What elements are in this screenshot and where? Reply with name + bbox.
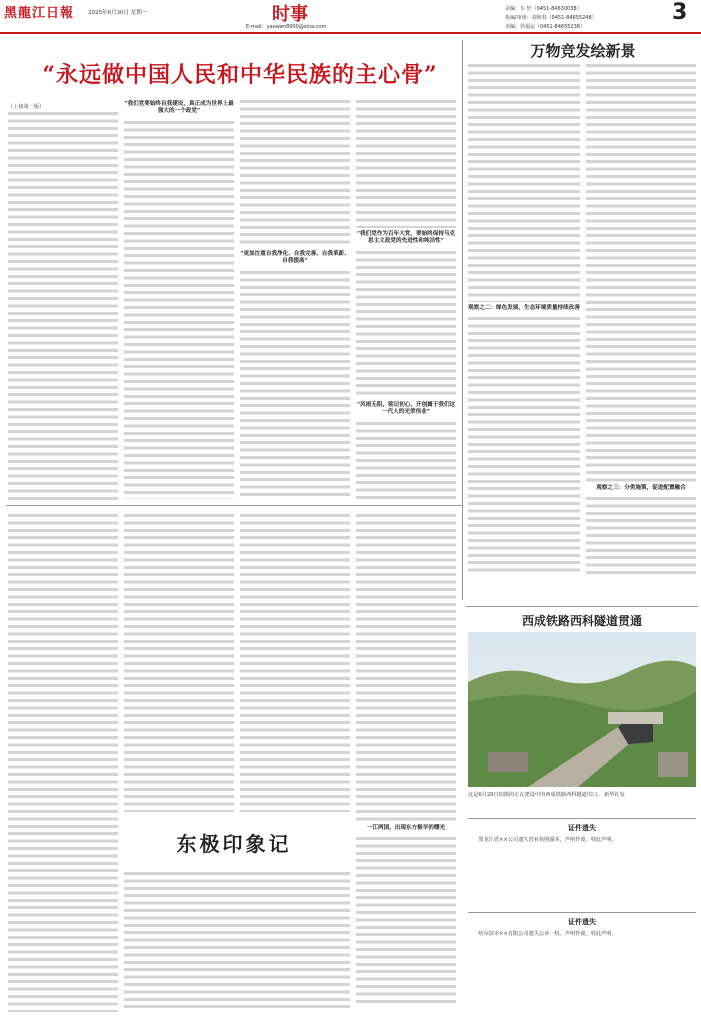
editor-line-1: 美编：车 轩（0451-84630038） (505, 6, 582, 12)
bottom-col-4 (124, 870, 350, 1012)
page-number: 3 (672, 0, 688, 25)
email-line: E-mail：yaowen8900@sina.com (246, 24, 327, 30)
divider-lead-side (462, 40, 463, 600)
lead-subhead-4: “风雨无阻，铭记初心，开创属于我们这一代人的光荣伟业” (356, 401, 456, 416)
side-col-1 (468, 62, 580, 582)
bottom-col-0 (8, 512, 118, 1012)
notice-1-title: 证件遗失 (568, 824, 596, 832)
photo-image (468, 632, 696, 787)
side-col-2 (586, 62, 696, 582)
lead-col-4 (356, 98, 456, 500)
masthead-rule (0, 32, 701, 34)
side-headline: 万物竞发绘新景 (530, 42, 636, 60)
side-subhead-2: 观察之三：分类施策，促进配置融合 (596, 485, 686, 491)
notice-1-text: 黑龙江省××公司遗失营业执照副本，声明作废。特此声明。 (478, 837, 617, 843)
bottom-top-rule (6, 505, 462, 506)
bottom-col-2 (240, 512, 350, 812)
bottom-col-3 (356, 512, 456, 1012)
side-subhead-1: 观察之二：绿色发展，生态环境质量持续改善 (468, 305, 580, 311)
masthead (0, 0, 701, 34)
lead-col-2 (124, 98, 234, 500)
newspaper-logo: 黑龍江日報 (4, 6, 75, 21)
lead-col-3 (240, 98, 350, 500)
photo-title: 西成铁路西科隧道贯通 (521, 614, 642, 628)
lead-col-1 (8, 110, 118, 500)
photo-top-rule (466, 606, 698, 607)
lead-headline: “永远做中国人民和中华民族的主心骨” (42, 62, 438, 88)
tunnel-photo-illustration (468, 632, 696, 787)
editor-line-3: 美编：侯福运（0451-84655238） (505, 24, 585, 30)
lead-subhead-3: “我们党作为百年大党，要始终保持马克思主义政党的先进性和纯洁性” (356, 231, 456, 245)
notice-2-title: 证件遗失 (568, 918, 596, 926)
lead-subhead-2: “更加注重自我净化、自我完善、自我革新、自我提高” (240, 251, 350, 265)
bottom-headline: 东极印象记 (176, 832, 292, 856)
editor-line-2: 执编/审读：刘和春（0451-84655248） (505, 15, 597, 21)
bottom-subhead: 一江两国，出现东方极早的曙光 (366, 825, 446, 831)
lead-subhead-1: “我们党要始终自我建设，真正成为世界上最强大的一个政党” (124, 101, 234, 115)
notice-1 (468, 818, 696, 908)
photo-caption: 这是6月29日拍摄的正在建设中的西成铁路西科隧道出口。 新华社发 (468, 792, 625, 798)
lead-source: （上接第一版） (8, 104, 45, 110)
notice-2 (468, 912, 696, 1012)
notice-2-text: 哈尔滨市××有限公司遗失公章一枚，声明作废。特此声明。 (478, 931, 617, 937)
bottom-col-1 (124, 512, 234, 812)
date-line: 2025年6月30日 星期一 (88, 10, 148, 16)
section-title: 时事 (272, 4, 308, 25)
